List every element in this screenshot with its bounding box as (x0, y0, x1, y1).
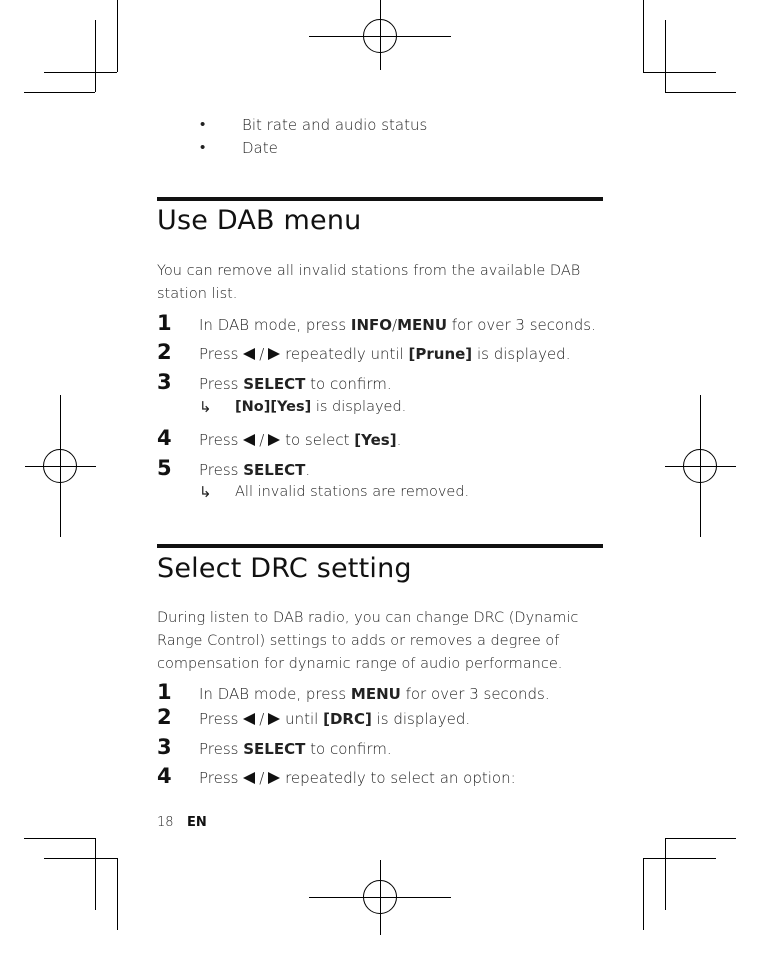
step-number: 3 (157, 735, 172, 759)
section-heading-dab-menu: Use DAB menu (157, 205, 362, 236)
step-result: [No][Yes] is displayed. (235, 399, 407, 415)
step-number: 5 (157, 456, 172, 480)
step-result: All invalid stations are removed. (235, 484, 470, 500)
result-arrow-icon: ↳ (199, 398, 212, 416)
step-text: Press / repeatedly until [Prune] is displayed. (199, 345, 571, 363)
step-text: Press SELECT. (199, 461, 311, 479)
step-number: 2 (157, 340, 172, 364)
section-rule (157, 544, 603, 548)
step-text: In DAB mode, press MENU for over 3 seconds. (199, 685, 550, 703)
section-heading-drc-setting: Select DRC setting (157, 553, 412, 584)
section-intro: You can remove all invalid stations from the available DAB station list. (157, 263, 581, 302)
left-triangle-icon (243, 434, 255, 446)
left-triangle-icon (243, 348, 255, 360)
bullet-item: Bit rate and audio status (242, 116, 428, 134)
step-number: 3 (157, 370, 172, 394)
right-triangle-icon (268, 772, 280, 784)
step-number: 1 (157, 680, 172, 704)
bullet-dot: • (200, 115, 206, 133)
step-text: Press / to select [Yes]. (199, 431, 402, 449)
result-arrow-icon: ↳ (199, 483, 212, 501)
right-triangle-icon (268, 713, 280, 725)
section-rule (157, 197, 603, 201)
right-triangle-icon (268, 348, 280, 360)
bullet-item: Date (242, 139, 278, 157)
bullet-dot: • (200, 138, 206, 156)
left-triangle-icon (243, 713, 255, 725)
right-triangle-icon (268, 434, 280, 446)
step-text: Press SELECT to confirm. (199, 740, 392, 758)
left-triangle-icon (243, 772, 255, 784)
page-number: 18 (157, 815, 174, 830)
step-text: In DAB mode, press INFO/MENU for over 3 seconds. (199, 316, 596, 334)
step-text: Press SELECT to confirm. (199, 375, 392, 393)
step-number: 4 (157, 426, 172, 450)
step-number: 2 (157, 705, 172, 729)
step-number: 4 (157, 764, 172, 788)
step-text: Press / repeatedly to select an option: (199, 769, 516, 787)
step-number: 1 (157, 311, 172, 335)
section-intro: During listen to DAB radio, you can change DRC (Dynamic Range Control) settings to adds or removes a degree of compensation for dynamic range of audio performance. (157, 610, 579, 672)
language-code: EN (187, 815, 207, 830)
step-text: Press / until [DRC] is displayed. (199, 710, 471, 728)
